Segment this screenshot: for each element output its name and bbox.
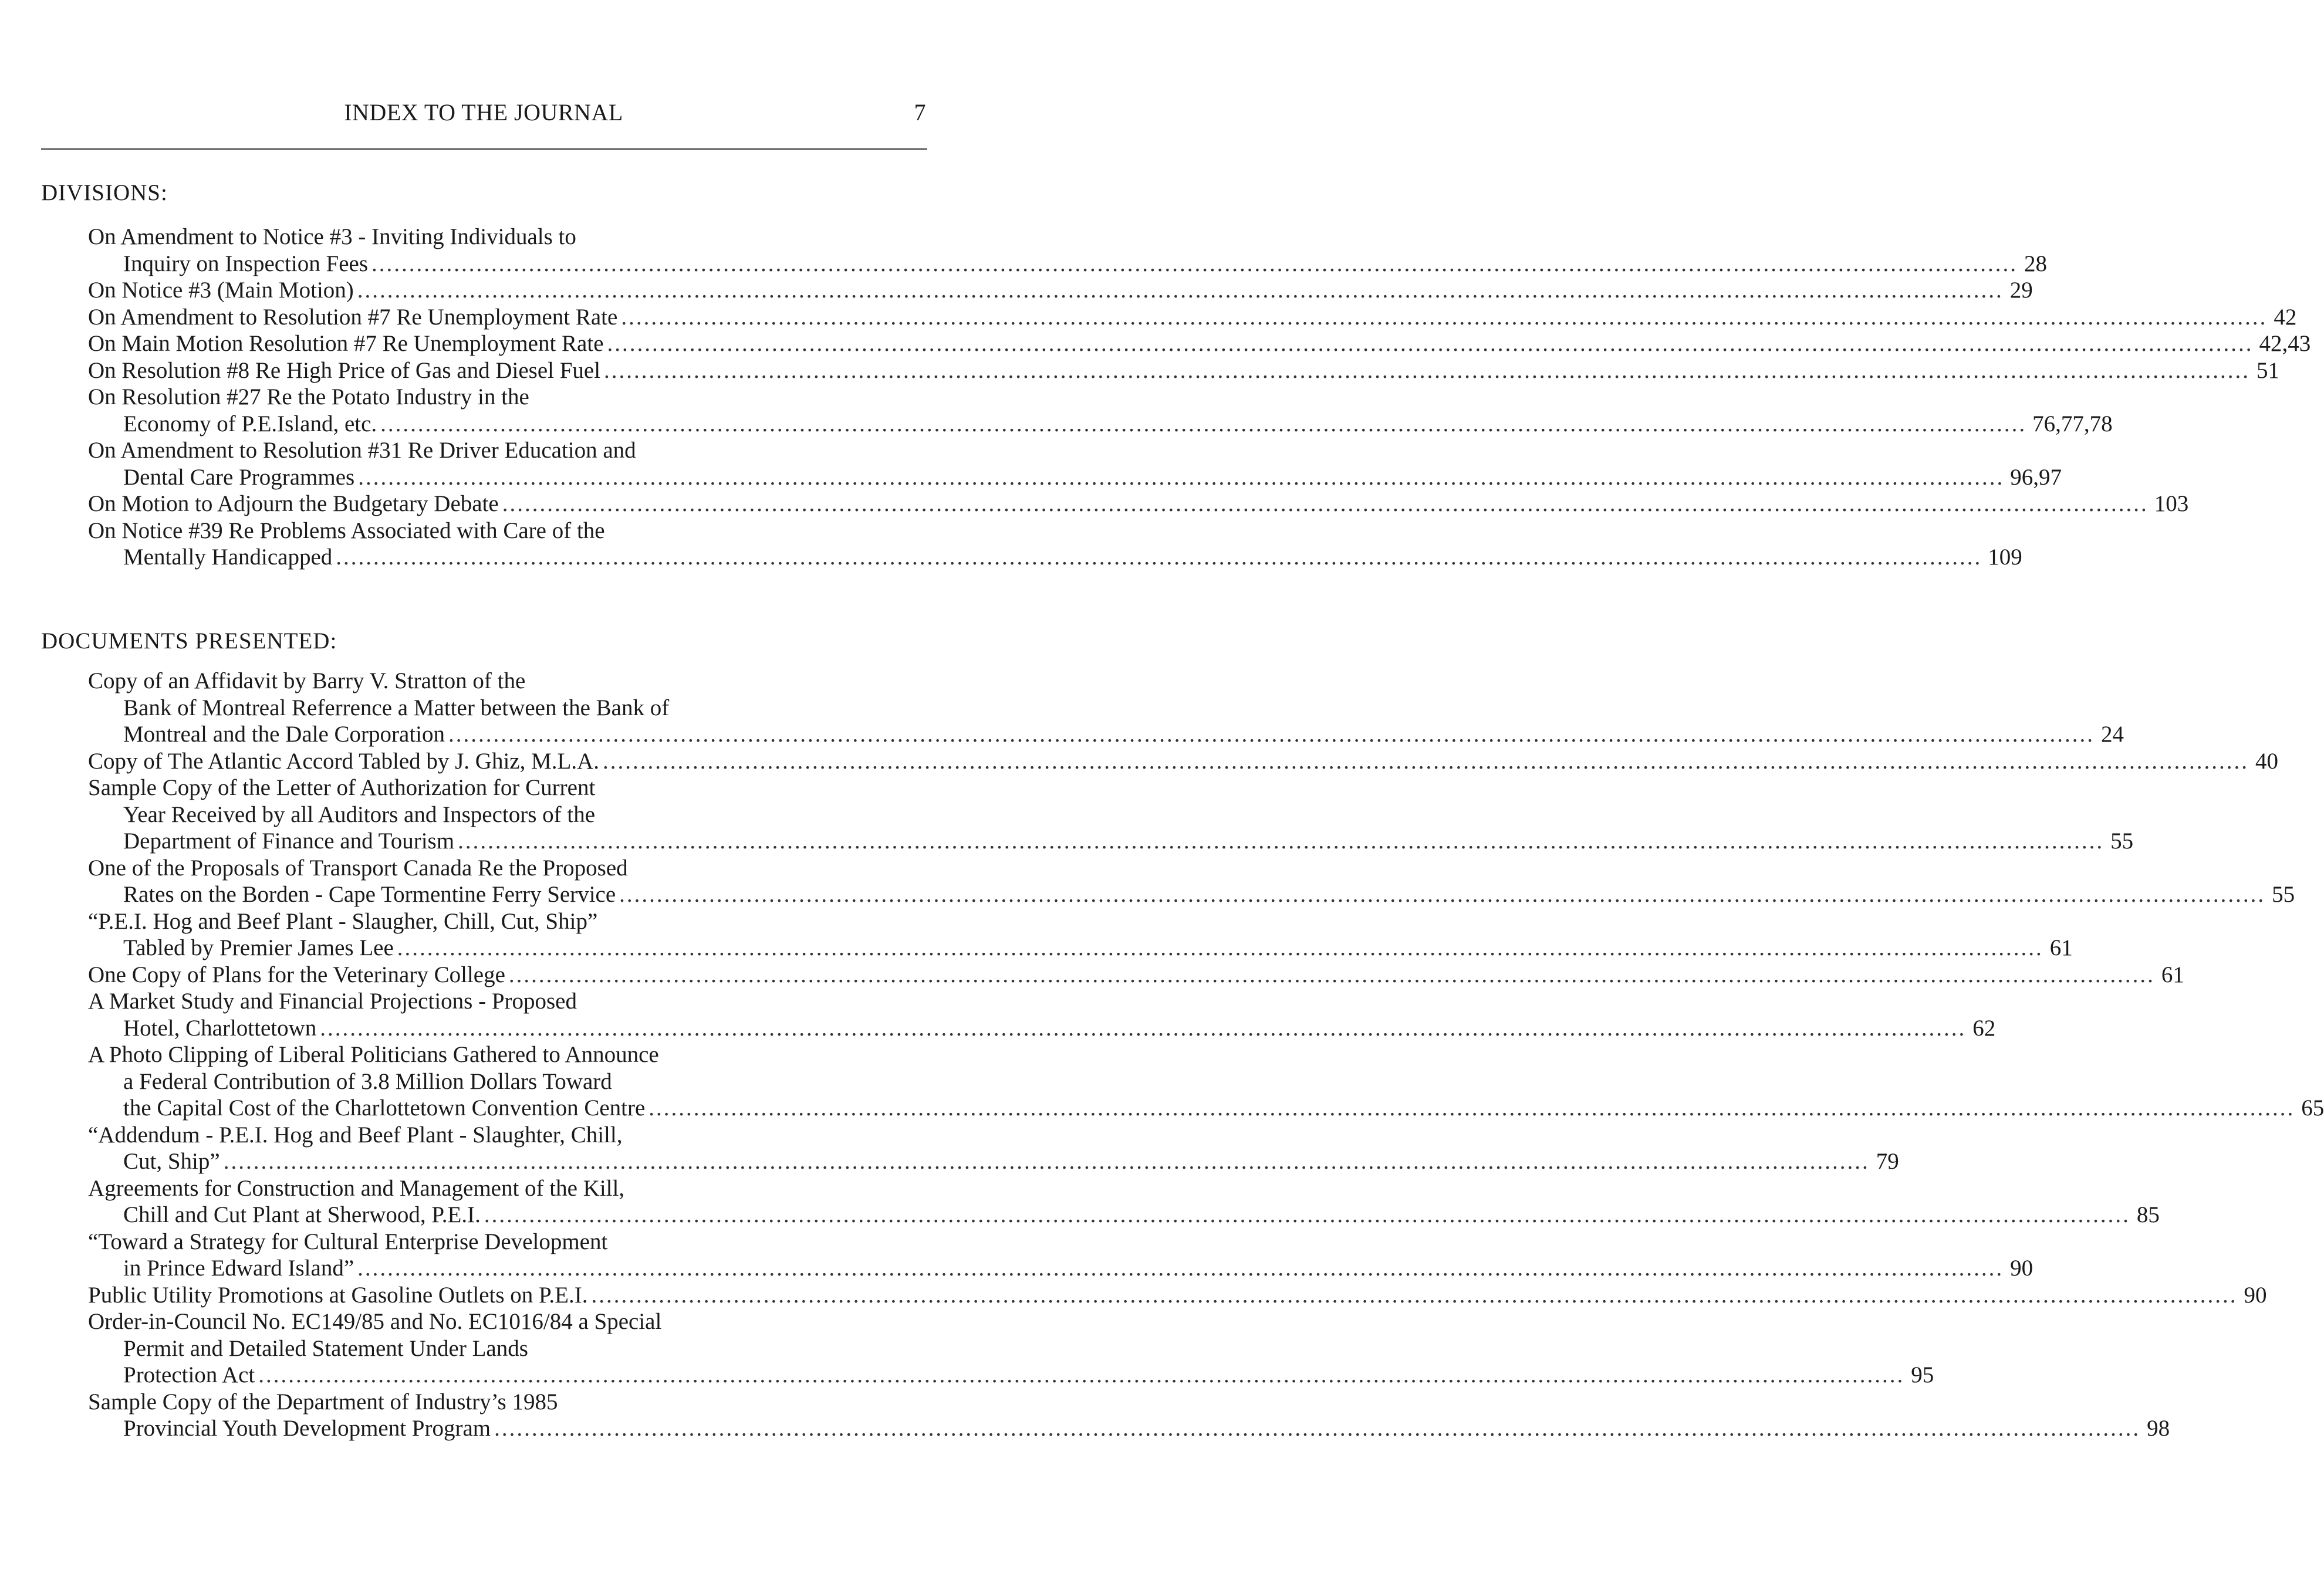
entry-text: Public Utility Promotions at Gasoline Outlets on P.E.I. — [88, 1282, 588, 1308]
index-entry — [88, 357, 2280, 384]
index-entry-line — [88, 1175, 926, 1202]
entry-text: Economy of P.E.Island, etc. — [123, 411, 377, 436]
index-entry — [88, 1308, 1934, 1389]
entry-page-reference: 79 — [1876, 1149, 1899, 1174]
section-heading-documents-presented: DOCUMENTS PRESENTED: — [41, 628, 337, 654]
entry-page-reference: 61 — [2161, 962, 2184, 987]
dot-leader: ............................................................................................................................................................................................................................ — [223, 1149, 1870, 1174]
entry-page-reference: 76,77,78 — [2032, 411, 2113, 436]
index-entry-line — [88, 1335, 926, 1362]
index-entry-line — [88, 251, 2048, 278]
index-entry-line — [88, 962, 2184, 989]
index-entry — [88, 1175, 2160, 1229]
dot-leader: ............................................................................................................................................................................................................................ — [371, 251, 2018, 276]
index-entry-line — [88, 774, 926, 801]
entry-text: Department of Finance and Tourism — [123, 828, 455, 854]
index-entry — [88, 1389, 2170, 1442]
index-entry-line — [88, 1068, 926, 1095]
index-entry — [88, 908, 2073, 962]
entry-text: On Amendment to Resolution #7 Re Unemployment Rate — [88, 304, 618, 330]
index-entry-line — [88, 1148, 1899, 1175]
dot-leader: ............................................................................................................................................................................................................................ — [502, 491, 2149, 516]
divisions-entries — [88, 224, 2311, 571]
entry-text: the Capital Cost of the Charlottetown Convention Centre — [123, 1095, 646, 1121]
index-entry-line — [88, 304, 2297, 331]
index-entry-line — [88, 668, 926, 695]
dot-leader: ............................................................................................................................................................................................................................ — [357, 1256, 2004, 1281]
index-entry — [88, 517, 2022, 571]
index-entry-line — [88, 801, 926, 828]
entry-text: One of the Proposals of Transport Canada Re the Proposed — [88, 855, 628, 881]
entry-text: in Prince Edward Island” — [123, 1256, 354, 1281]
dot-leader: ............................................................................................................................................................................................................................ — [484, 1202, 2130, 1227]
entry-page-reference: 103 — [2154, 491, 2189, 516]
index-entry-line — [88, 277, 2033, 304]
entry-text: Year Received by all Auditors and Inspectors of the — [123, 801, 596, 827]
index-entry-line — [88, 721, 2124, 748]
dot-leader: ............................................................................................................................................................................................................................ — [603, 748, 2249, 774]
index-entry-line — [88, 490, 2189, 517]
entry-page-reference: 51 — [2257, 357, 2280, 383]
entry-page-reference: 96,97 — [2010, 464, 2062, 490]
index-entry — [88, 774, 2134, 855]
dot-leader: ............................................................................................................................................................................................................................ — [357, 278, 2004, 303]
index-entry-line — [88, 464, 2062, 491]
entry-text: Protection Act — [123, 1362, 255, 1388]
entry-text: Copy of The Atlantic Accord Tabled by J. Ghiz, M.L.A. — [88, 748, 600, 774]
index-entry — [88, 304, 2297, 331]
index-entry-line — [88, 1255, 2034, 1282]
page-title: INDEX TO THE JOURNAL — [344, 99, 623, 126]
entry-text: “Toward a Strategy for Cultural Enterprise Development — [88, 1229, 608, 1254]
index-entry-line — [88, 1015, 1996, 1042]
index-entry-line — [88, 1389, 926, 1416]
index-entry-line — [88, 544, 2022, 571]
entry-text: Order-in-Council No. EC149/85 and No. EC1016/84 a Special — [88, 1309, 662, 1334]
entry-text: Hotel, Charlottetown — [123, 1015, 317, 1041]
entry-text: On Notice #3 (Main Motion) — [88, 278, 354, 303]
dot-leader: ............................................................................................................................................................................................................................ — [397, 935, 2043, 960]
index-entry-line — [88, 1095, 2324, 1122]
entry-text: On Amendment to Resolution #31 Re Driver Education and — [88, 438, 636, 463]
entry-text: Cut, Ship” — [123, 1149, 220, 1174]
entry-text: Tabled by Premier James Lee — [123, 935, 394, 960]
entry-text: A Photo Clipping of Liberal Politicians Gathered to Announce — [88, 1042, 659, 1067]
index-entry-line — [88, 1202, 2160, 1229]
entry-page-reference: 29 — [2009, 278, 2033, 303]
index-entry-line — [88, 1308, 926, 1335]
index-entry-line — [88, 437, 926, 464]
entry-text: Inquiry on Inspection Fees — [123, 251, 369, 276]
entry-text: Dental Care Programmes — [123, 464, 355, 490]
entry-page-reference: 95 — [1911, 1362, 1934, 1388]
entry-text: Sample Copy of the Department of Industry’s 1985 — [88, 1389, 558, 1415]
index-entry — [88, 1229, 2034, 1282]
entry-text: On Motion to Adjourn the Budgetary Debate — [88, 491, 499, 516]
index-entry — [88, 1282, 2267, 1309]
index-entry — [88, 668, 2124, 748]
entry-text: Agreements for Construction and Management of the Kill, — [88, 1175, 625, 1201]
dot-leader: ............................................................................................................................................................................................................................ — [494, 1416, 2141, 1441]
index-entry-line — [88, 411, 2113, 438]
dot-leader: ............................................................................................................................................................................................................................ — [604, 357, 2251, 383]
index-entry — [88, 1122, 1899, 1175]
entry-page-reference: 55 — [2110, 828, 2134, 854]
dot-leader: ............................................................................................................................................................................................................................ — [336, 544, 1982, 570]
entry-text: Montreal and the Dale Corporation — [123, 722, 445, 747]
dot-leader: ............................................................................................................................................................................................................................ — [320, 1015, 1967, 1041]
entry-text: On Main Motion Resolution #7 Re Unemployment Rate — [88, 331, 604, 356]
index-entry-line — [88, 1122, 926, 1149]
entry-page-reference: 109 — [1988, 544, 2022, 570]
entry-page-reference: 98 — [2147, 1416, 2170, 1441]
index-entry-line — [88, 1362, 1934, 1389]
index-entry-line — [88, 748, 2279, 775]
entry-page-reference: 28 — [2024, 251, 2048, 276]
entry-page-reference: 42,43 — [2259, 331, 2311, 356]
index-entry — [88, 330, 2311, 357]
page-number: 7 — [914, 99, 926, 126]
entry-text: Permit and Detailed Statement Under Lands — [123, 1335, 528, 1361]
dot-leader: ............................................................................................................................................................................................................................ — [380, 411, 2027, 436]
dot-leader: ............................................................................................................................................................................................................................ — [607, 331, 2254, 356]
index-entry — [88, 437, 2062, 490]
header-rule — [41, 148, 927, 150]
running-head — [41, 99, 926, 131]
index-entry-line — [88, 695, 926, 722]
entry-page-reference: 62 — [1972, 1015, 1996, 1041]
dot-leader: ............................................................................................................................................................................................................................ — [458, 828, 2105, 854]
entry-text: Sample Copy of the Letter of Authorization for Current — [88, 775, 596, 800]
index-entry-line — [88, 517, 926, 544]
index-entry — [88, 490, 2189, 517]
dot-leader: ............................................................................................................................................................................................................................ — [621, 304, 2268, 330]
dot-leader: ............................................................................................................................................................................................................................ — [508, 962, 2155, 987]
index-entry-line — [88, 1041, 926, 1068]
entry-text: One Copy of Plans for the Veterinary College — [88, 962, 505, 987]
dot-leader: ............................................................................................................................................................................................................................ — [648, 1095, 2295, 1121]
entry-text: Bank of Montreal Referrence a Matter between the Bank of — [123, 695, 670, 720]
dot-leader: ............................................................................................................................................................................................................................ — [619, 882, 2266, 907]
entry-text: Rates on the Borden - Cape Tormentine Ferry Service — [123, 882, 616, 907]
entry-page-reference: 90 — [2010, 1256, 2034, 1281]
entry-page-reference: 40 — [2255, 748, 2279, 774]
documents-presented-entries — [88, 668, 2324, 1442]
entry-text: Copy of an Affidavit by Barry V. Stratton of the — [88, 668, 526, 693]
index-entry — [88, 384, 2113, 437]
entry-page-reference: 90 — [2244, 1282, 2267, 1308]
index-entry-line — [88, 828, 2134, 855]
entry-text: Chill and Cut Plant at Sherwood, P.E.I. — [123, 1202, 481, 1227]
entry-text: Provincial Youth Development Program — [123, 1416, 491, 1441]
entry-text: On Notice #39 Re Problems Associated with Care of the — [88, 517, 605, 543]
index-entry-line — [88, 1282, 2267, 1309]
dot-leader: ............................................................................................................................................................................................................................ — [448, 722, 2095, 747]
entry-page-reference: 42 — [2274, 304, 2297, 330]
entry-text: On Resolution #8 Re High Price of Gas and Diesel Fuel — [88, 357, 601, 383]
entry-page-reference: 61 — [2049, 935, 2073, 960]
entry-text: Mentally Handicapped — [123, 544, 333, 570]
index-entry-line — [88, 384, 926, 411]
index-entry — [88, 224, 2048, 277]
index-entry-line — [88, 908, 926, 935]
dot-leader: ............................................................................................................................................................................................................................ — [258, 1362, 1905, 1388]
index-entry — [88, 748, 2279, 775]
index-entry — [88, 988, 1996, 1041]
entry-page-reference: 24 — [2101, 722, 2124, 747]
entry-text: On Resolution #27 Re the Potato Industry in the — [88, 384, 529, 410]
dot-leader: ............................................................................................................................................................................................................................ — [358, 464, 2005, 490]
index-entry-line — [88, 855, 926, 882]
index-entry — [88, 277, 2033, 304]
index-entry-line — [88, 935, 2073, 962]
entry-text: a Federal Contribution of 3.8 Million Dollars Toward — [123, 1068, 612, 1094]
index-entry-line — [88, 1229, 926, 1256]
index-entry-line — [88, 1415, 2170, 1442]
index-entry-line — [88, 988, 926, 1015]
index-entry — [88, 855, 2295, 908]
index-entry-line — [88, 330, 2311, 357]
section-heading-divisions: DIVISIONS: — [41, 180, 168, 205]
index-entry-line — [88, 357, 2280, 384]
entry-page-reference: 65 — [2301, 1095, 2324, 1121]
entry-page-reference: 55 — [2272, 882, 2295, 907]
entry-text: “Addendum - P.E.I. Hog and Beef Plant - Slaughter, Chill, — [88, 1122, 623, 1148]
entry-text: “P.E.I. Hog and Beef Plant - Slaugher, Chill, Cut, Ship” — [88, 908, 598, 934]
dot-leader: ............................................................................................................................................................................................................................ — [591, 1282, 2238, 1308]
index-entry-line — [88, 881, 2295, 908]
index-entry — [88, 1041, 2324, 1122]
index-entry-line — [88, 224, 926, 251]
entry-page-reference: 85 — [2136, 1202, 2160, 1227]
entry-text: A Market Study and Financial Projections - Proposed — [88, 989, 577, 1014]
entry-text: On Amendment to Notice #3 - Inviting Individuals to — [88, 224, 576, 249]
index-entry — [88, 962, 2184, 989]
